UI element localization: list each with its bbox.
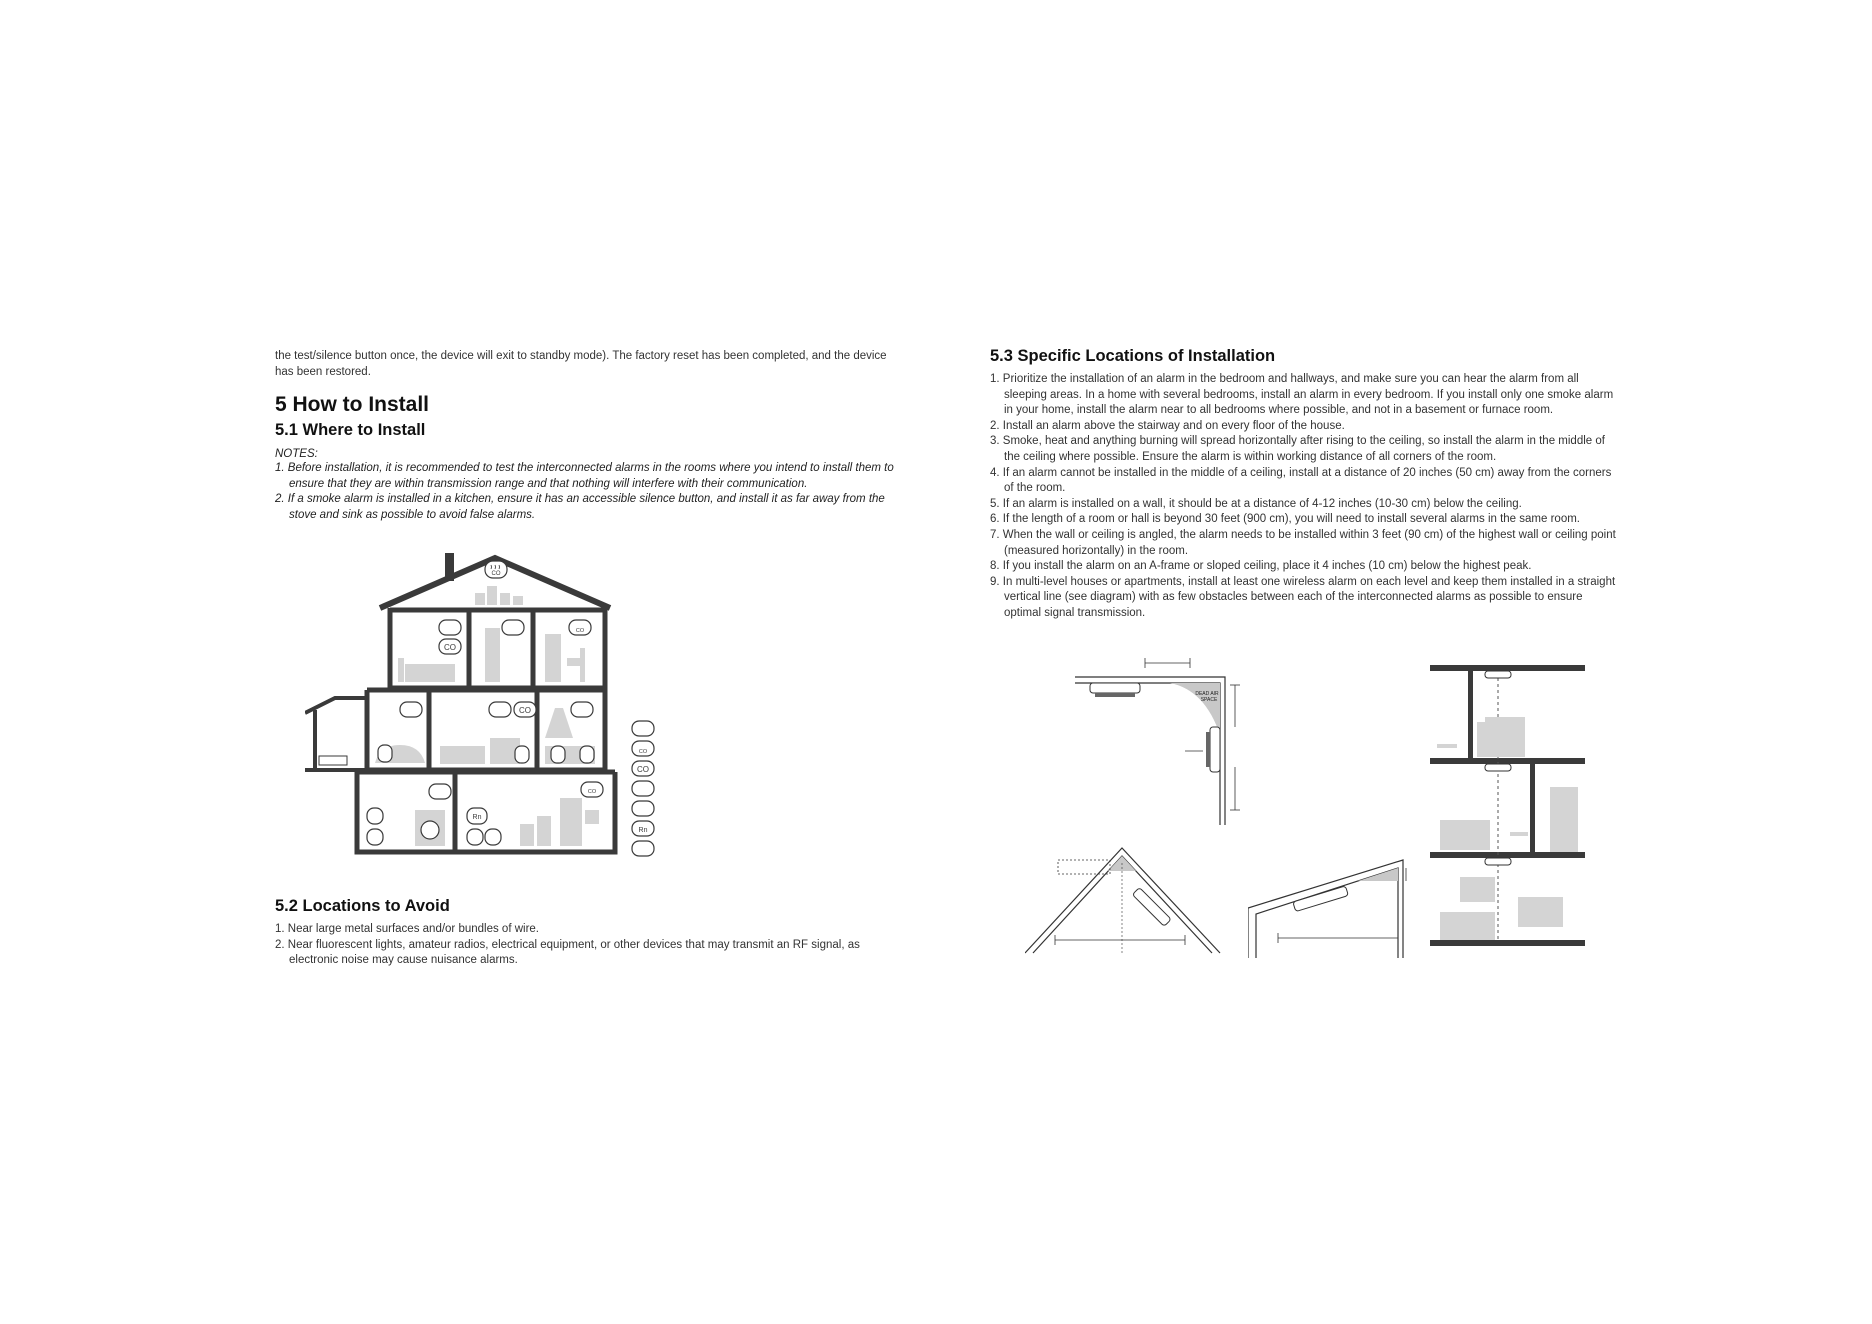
co-label: CO bbox=[519, 706, 531, 715]
wall-ceiling-diagram bbox=[1075, 655, 1315, 825]
specific-title: 5.3 Specific Locations of Installation bbox=[990, 347, 1276, 365]
co-label: CO bbox=[587, 789, 597, 795]
house-illustration bbox=[305, 548, 735, 868]
specific-item: 6. If the length of a room or hall is beyond 30 feet (900 cm), you will need to install several alarms in the same room. bbox=[990, 513, 1580, 526]
porch-railing bbox=[319, 756, 347, 765]
note-item: 1. Before installation, it is recommended to test the interconnected alarms in the rooms where you intend to install them to ensure that they are within transmission range and that nothing will interfere with their communication. bbox=[275, 462, 894, 490]
svg-text:SPACE: SPACE bbox=[1200, 697, 1218, 703]
wall-alarm bbox=[1210, 727, 1220, 772]
co-label: CO bbox=[444, 643, 456, 652]
avoid-list bbox=[275, 922, 895, 969]
notes-list bbox=[275, 461, 895, 523]
specific-item: 9. In multi-level houses or apartments, install at least one wireless alarm on each level and keep them installed in a straight vertical line (see diagram) with as few obstacles between each of the interconnected alarms as possible to ensure optimal signal transmission. bbox=[990, 575, 1616, 619]
avoid-item: 1. Near large metal surfaces and/or bundles of wire. bbox=[275, 923, 539, 935]
svg-text:DEAD AIR: DEAD AIR bbox=[1195, 691, 1219, 697]
specific-item: 7. When the wall or ceiling is angled, the alarm needs to be installed within 3 feet (90 cm) of the highest wall or ceiling point (measured horizontally) in the room. bbox=[990, 528, 1616, 557]
porch bbox=[305, 698, 367, 770]
chimney bbox=[445, 553, 454, 581]
lower-furniture bbox=[415, 798, 599, 846]
legend-co-label: CO bbox=[638, 749, 648, 755]
specific-item: 4. If an alarm cannot be installed in the middle of a ceiling, install at a distance of 20 inches (50 cm) away from the corners of the room. bbox=[990, 466, 1612, 495]
washer-door bbox=[421, 821, 439, 839]
a-frame-diagram bbox=[1025, 838, 1225, 958]
bedroom-furniture bbox=[398, 628, 585, 682]
a-frame-alarm bbox=[1132, 887, 1171, 926]
specific-item: 2. Install an alarm above the stairway and on every floor of the house. bbox=[990, 419, 1345, 432]
where-title: 5.1 Where to Install bbox=[275, 421, 426, 439]
specific-item: 5. If an alarm is installed on a wall, it should be at a distance of 4-12 inches (10-30 cm) below the ceiling. bbox=[990, 497, 1522, 510]
legend-icons bbox=[632, 721, 654, 856]
specific-item: 3. Smoke, heat and anything burning will spread horizontally after rising to the ceiling, so install the alarm in the middle of the ceiling where possible. Ensure the alarm is within working distance of all corners of the room. bbox=[990, 435, 1605, 463]
intro-text: the test/silence button once, the device will exit to standby mode). The factory reset has been completed, and the device has been restored. bbox=[275, 350, 887, 378]
specific-item: 1. Prioritize the installation of an alarm in the bedroom and hallways, and make sure you can hear the alarm from all sleeping areas. In a home with several bedrooms, install an alarm in every bedroom. If you install only one smoke alarm in your home, install the alarm near to all bedrooms where possible, and not in a basement or furnace room. bbox=[990, 373, 1614, 417]
multi-level-diagram bbox=[1430, 662, 1590, 952]
sloped-alarm bbox=[1293, 886, 1349, 912]
specific-item: 8. If you install the alarm on an A-frame or sloped ceiling, place it 4 inches (10 cm) below the highest peak. bbox=[990, 560, 1532, 573]
rn-label: Rn bbox=[472, 814, 482, 821]
svg-text:CO: CO bbox=[491, 571, 501, 577]
upper-detectors bbox=[439, 620, 591, 654]
sloped-ceiling-diagram bbox=[1248, 838, 1428, 958]
legend-rn-label: Rn bbox=[638, 827, 648, 834]
avoid-item: 2. Near fluorescent lights, amateur radios, electrical equipment, or other devices that may transmit an RF signal, as electronic noise may cause nuisance alarms. bbox=[275, 938, 860, 967]
section-title: 5 How to Install bbox=[275, 393, 430, 416]
ceiling-alarm bbox=[1090, 683, 1140, 693]
note-item: 2. If a smoke alarm is installed in a kitchen, ensure it has an accessible silence button, and install it as far away from the stove and sink as possible to avoid false alarms. bbox=[275, 493, 885, 521]
legend-co-label: CO bbox=[637, 765, 649, 774]
attic-detector-icon bbox=[485, 561, 507, 578]
notes-label: NOTES: bbox=[275, 448, 318, 460]
specific-list bbox=[990, 372, 1620, 622]
level-furniture bbox=[1437, 717, 1578, 940]
avoid-title: 5.2 Locations to Avoid bbox=[275, 897, 450, 915]
co-label: CO bbox=[575, 628, 585, 634]
attic-boxes bbox=[475, 586, 523, 605]
